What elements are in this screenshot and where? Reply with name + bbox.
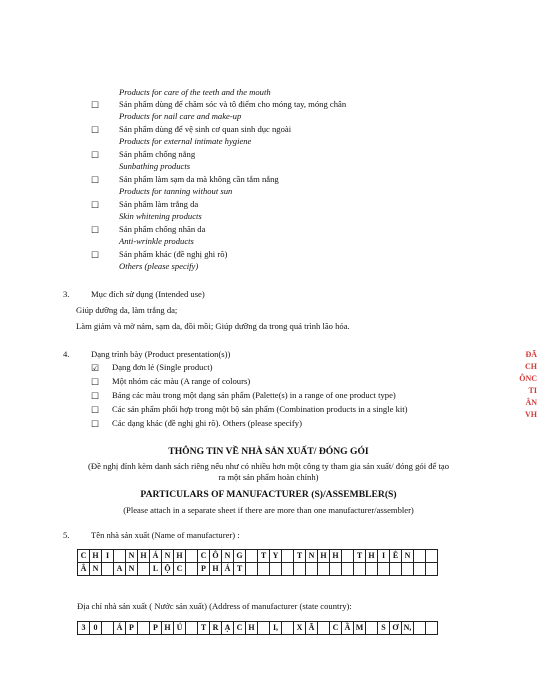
checkbox-icon[interactable]: ☐ <box>91 377 100 387</box>
address-label: Địa chỉ nhà sản xuất ( Nước sản xuất) (Address of manufacturer (state country): <box>77 601 352 611</box>
grid-cell[interactable]: X <box>294 622 306 635</box>
grid-cell[interactable] <box>258 622 270 635</box>
checkbox-checked-icon[interactable]: ☑ <box>91 363 100 373</box>
product-type-vi: Sản phẩm dùng để vệ sinh cơ quan sinh dục ngoài <box>119 124 292 134</box>
grid-cell[interactable]: P <box>198 563 210 576</box>
grid-cell[interactable] <box>354 563 366 576</box>
section-number: 3. <box>63 289 70 299</box>
grid-cell[interactable] <box>282 563 294 576</box>
grid-cell[interactable]: Ầ <box>342 622 354 635</box>
product-type-en: Products for nail care and make-up <box>119 111 242 121</box>
grid-cell[interactable] <box>186 550 198 563</box>
grid-cell[interactable] <box>390 563 402 576</box>
product-type-vi: Sản phẩm làm sạm da mà không cần tắm nắng <box>119 174 279 184</box>
grid-cell[interactable]: N <box>222 550 234 563</box>
stamp-text: CH <box>525 362 537 371</box>
grid-cell[interactable] <box>102 622 114 635</box>
section-number: 4. <box>63 349 70 359</box>
grid-cell[interactable] <box>186 563 198 576</box>
grid-cell[interactable]: N <box>90 563 102 576</box>
grid-cell[interactable]: Á <box>114 622 126 635</box>
intended-use-line: Giúp dưỡng da, làm trắng da; <box>76 305 178 315</box>
grid-cell[interactable]: 3 <box>78 622 90 635</box>
grid-cell[interactable] <box>270 563 282 576</box>
grid-cell[interactable]: C <box>198 550 210 563</box>
stamp-text: VH <box>525 410 537 419</box>
grid-cell[interactable]: Ộ <box>162 563 174 576</box>
grid-cell[interactable]: H <box>138 550 150 563</box>
note-vi: ra một sản phẩm hoàn chỉnh) <box>218 472 319 482</box>
presentation-option: Các dạng khác (đề nghị ghi rõ). Others (please specify) <box>112 418 302 428</box>
grid-cell[interactable] <box>246 550 258 563</box>
side-stamp <box>517 349 537 421</box>
grid-cell[interactable]: T <box>294 550 306 563</box>
stamp-text: ÂN <box>525 398 537 407</box>
grid-cell[interactable]: T <box>354 550 366 563</box>
grid-cell[interactable] <box>282 550 294 563</box>
presentation-option: Một nhóm các màu (A range of colours) <box>112 376 251 386</box>
checkbox-icon[interactable]: ☐ <box>91 150 100 160</box>
grid-cell[interactable]: H <box>174 550 186 563</box>
grid-cell[interactable]: M <box>354 622 366 635</box>
grid-cell[interactable]: C <box>234 622 246 635</box>
grid-cell[interactable] <box>306 563 318 576</box>
presentation-option: Bảng các màu trong một dạng sản phẩm (Palette(s) in a range of one product type) <box>112 390 396 400</box>
product-type-en: Sunbathing products <box>119 161 191 171</box>
grid-cell[interactable]: Ô <box>210 550 222 563</box>
grid-cell[interactable]: H <box>330 550 342 563</box>
grid-cell[interactable]: L <box>150 563 162 576</box>
heading-en: PARTICULARS OF MANUFACTURER (S)/ASSEMBLER(S) <box>140 489 397 500</box>
grid-cell[interactable] <box>330 563 342 576</box>
product-type-vi: Sản phẩm dùng để chăm sóc và tô điểm cho móng tay, móng chân <box>119 99 347 109</box>
stamp-text: ÔNC <box>519 374 537 383</box>
grid-cell[interactable]: N <box>306 550 318 563</box>
grid-cell[interactable] <box>246 563 258 576</box>
checkbox-icon[interactable]: ☐ <box>91 250 100 260</box>
grid-cell[interactable]: I, <box>270 622 282 635</box>
grid-cell[interactable]: H <box>162 622 174 635</box>
product-type-vi: Sản phẩm chống nhăn da <box>119 224 206 234</box>
product-type-en: Others (please specify) <box>119 261 199 271</box>
note-en: (Please attach in a separate sheet if there are more than one manufacturer/assembler) <box>123 505 414 515</box>
grid-cell[interactable]: Ã <box>306 622 318 635</box>
grid-cell[interactable]: N <box>126 563 138 576</box>
grid-cell[interactable] <box>378 563 390 576</box>
grid-cell[interactable]: T <box>258 550 270 563</box>
grid-cell[interactable] <box>366 563 378 576</box>
presentation-option: Các sản phẩm phối hợp trong một bộ sản phẩm (Combination products in a single kit) <box>112 404 408 414</box>
grid-cell[interactable]: I <box>378 550 390 563</box>
grid-cell[interactable]: H <box>90 550 102 563</box>
product-type-vi: Sản phẩm khác (đề nghị ghi rõ) <box>119 249 228 259</box>
grid-cell[interactable]: S <box>378 622 390 635</box>
grid-cell[interactable]: Y <box>270 550 282 563</box>
grid-cell[interactable] <box>426 550 438 563</box>
product-type-en: Products for care of the teeth and the mouth <box>119 87 271 97</box>
grid-cell[interactable]: H <box>246 622 258 635</box>
grid-cell[interactable] <box>318 622 330 635</box>
grid-cell[interactable] <box>294 563 306 576</box>
grid-cell[interactable]: Ê <box>390 550 402 563</box>
grid-cell[interactable]: I <box>102 550 114 563</box>
grid-cell[interactable] <box>186 622 198 635</box>
grid-cell[interactable] <box>414 563 426 576</box>
grid-cell[interactable] <box>282 622 294 635</box>
product-type-en: Skin whitening products <box>119 211 202 221</box>
grid-cell[interactable] <box>138 563 150 576</box>
product-type-en: Products for external intimate hygiene <box>119 136 252 146</box>
grid-cell[interactable] <box>366 622 378 635</box>
grid-cell[interactable]: Á <box>222 563 234 576</box>
note-vi: (Đề nghị đính kèm danh sách riêng nếu như có nhiều hơn một công ty tham gia sản xuất/ đóng gói để tạo <box>88 461 449 471</box>
grid-cell[interactable]: A <box>114 563 126 576</box>
grid-cell[interactable]: H <box>318 550 330 563</box>
grid-cell[interactable] <box>426 563 438 576</box>
grid-cell[interactable]: N <box>162 550 174 563</box>
grid-cell[interactable] <box>342 550 354 563</box>
product-type-en: Products for tanning without sun <box>119 186 233 196</box>
section-number: 5. <box>63 530 70 540</box>
grid-cell[interactable]: R <box>210 622 222 635</box>
grid-cell[interactable] <box>402 563 414 576</box>
manufacturer-name-grid[interactable] <box>77 549 438 576</box>
grid-cell[interactable]: Ạ <box>222 622 234 635</box>
grid-cell[interactable] <box>414 550 426 563</box>
checkbox-icon[interactable]: ☐ <box>91 200 100 210</box>
heading-vi: THÔNG TIN VỀ NHÀ SẢN XUẤT/ ĐÓNG GÓI <box>168 446 369 457</box>
grid-cell[interactable]: H <box>210 563 222 576</box>
grid-cell[interactable]: T <box>234 563 246 576</box>
stamp-text: ĐÃ <box>525 350 537 359</box>
grid-cell[interactable]: C <box>78 550 90 563</box>
intended-use-line: Làm giảm và mờ nám, sạm da, đồi mồi; Giúp dưỡng da trong quá trình lão hóa. <box>76 321 350 331</box>
grid-cell[interactable]: C <box>174 563 186 576</box>
grid-cell[interactable]: N <box>126 550 138 563</box>
grid-cell[interactable]: G <box>234 550 246 563</box>
grid-cell[interactable] <box>342 563 354 576</box>
grid-cell[interactable]: 0 <box>90 622 102 635</box>
section-title: Mục đích sử dụng (Intended use) <box>91 289 205 299</box>
grid-cell[interactable]: Á <box>150 550 162 563</box>
grid-cell[interactable] <box>258 563 270 576</box>
grid-cell[interactable] <box>414 622 426 635</box>
section-title: Dạng trình bày (Product presentation(s)) <box>91 349 231 359</box>
grid-cell[interactable]: H <box>366 550 378 563</box>
grid-cell[interactable]: N <box>402 550 414 563</box>
grid-cell[interactable]: P <box>126 622 138 635</box>
product-type-en: Anti-wrinkle products <box>119 236 194 246</box>
checkbox-icon[interactable]: ☐ <box>91 405 100 415</box>
grid-cell[interactable]: T <box>198 622 210 635</box>
grid-cell[interactable]: N, <box>402 622 414 635</box>
grid-cell[interactable] <box>102 563 114 576</box>
grid-cell[interactable]: P <box>150 622 162 635</box>
checkbox-icon[interactable]: ☐ <box>91 125 100 135</box>
grid-cell[interactable] <box>114 550 126 563</box>
grid-cell[interactable]: Â <box>78 563 90 576</box>
checkbox-icon[interactable]: ☐ <box>91 419 100 429</box>
name-label: Tên nhà sản xuất (Name of manufacturer) : <box>91 530 240 540</box>
checkbox-icon[interactable]: ☐ <box>91 100 100 110</box>
manufacturer-address-grid[interactable] <box>77 621 438 635</box>
grid-cell[interactable]: C <box>330 622 342 635</box>
grid-cell[interactable]: Ơ <box>390 622 402 635</box>
product-type-vi: Sản phẩm làm trắng da <box>119 199 199 209</box>
product-type-vi: Sản phẩm chống nắng <box>119 149 196 159</box>
presentation-option: Dạng đơn lẻ (Single product) <box>112 362 213 372</box>
checkbox-icon[interactable]: ☐ <box>91 225 100 235</box>
stamp-text: TI <box>528 386 537 395</box>
checkbox-icon[interactable]: ☐ <box>91 391 100 401</box>
grid-cell[interactable] <box>318 563 330 576</box>
grid-cell[interactable]: Ú <box>174 622 186 635</box>
checkbox-icon[interactable]: ☐ <box>91 175 100 185</box>
grid-cell[interactable] <box>138 622 150 635</box>
grid-cell[interactable] <box>426 622 438 635</box>
